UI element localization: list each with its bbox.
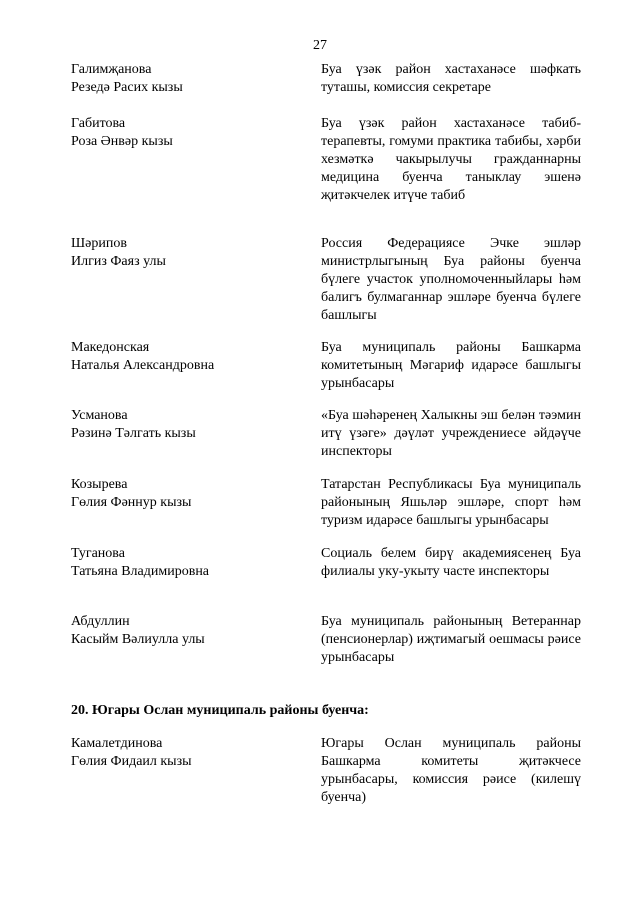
- section-heading: 20. Югары Ослан муниципаль районы буенча:: [71, 703, 369, 718]
- member-name: [71, 476, 301, 512]
- member-surname: Абдуллин: [71, 614, 130, 629]
- member-surname: Туганова: [71, 546, 125, 561]
- member-given-name: Резедә Расих кызы: [71, 80, 183, 95]
- member-position: Россия Федерациясе Эчке эшләр министрлыгының Буа районы буенча бүлеге участок уполномоченныйлары һәм балигъ булмаганнар эшләре буенча бүлеге башлыгы: [321, 236, 581, 323]
- member-position: Татарстан Республикасы Буа муниципаль районының Яшьләр эшләре, спорт һәм туризм идарәсе башлыгы урынбасары: [321, 477, 581, 528]
- member-surname: Македонская: [71, 340, 150, 355]
- member-name: [71, 735, 301, 771]
- member-surname: Галимҗанова: [71, 62, 152, 77]
- member-name: [71, 339, 301, 375]
- member-given-name: Илгиз Фаяз улы: [71, 254, 166, 269]
- member-surname: Шәрипов: [71, 236, 127, 251]
- member-surname: Козырева: [71, 477, 128, 492]
- member-given-name: Татьяна Владимировна: [71, 564, 210, 579]
- member-surname: Габитова: [71, 116, 126, 131]
- member-name: [71, 115, 301, 151]
- member-position: Югары Ослан муниципаль районы Башкарма комитеты җитәкчесе урынбасары, комиссия рәисе (килешү буенча): [321, 736, 581, 805]
- member-name: [71, 61, 301, 97]
- page-number: 27: [313, 38, 327, 53]
- member-surname: Усманова: [71, 408, 128, 423]
- member-given-name: Гөлия Фәннур кызы: [71, 495, 192, 510]
- member-given-name: Касыйм Вәлиулла улы: [71, 632, 205, 647]
- member-position: Буа үзәк район хастаханәсе табиб-терапевты, гомуми практика табибы, хәрби хезмәткә чакырылучы гражданнарны медицина буенча таныклау эшенә җитәкчелек итүче табиб: [321, 116, 581, 203]
- member-name: [71, 613, 301, 649]
- member-surname: Камалетдинова: [71, 736, 163, 751]
- member-position: «Буа шәһәренең Халыкны эш белән тәэмин итү үзәге» дәүләт учреждениесе әйдәүче инспекторы: [321, 408, 581, 459]
- member-position: Буа муниципаль районы Башкарма комитетының Мәгариф идарәсе башлыгы урынбасары: [321, 340, 581, 391]
- member-name: [71, 235, 301, 271]
- member-position: Буа муниципаль районының Ветераннар (пенсионерлар) иҗтимагый оешмасы рәисе урынбасары: [321, 614, 581, 665]
- member-given-name: Наталья Александровна: [71, 358, 215, 373]
- member-name: [71, 545, 301, 581]
- member-given-name: Гөлия Фидаил кызы: [71, 754, 192, 769]
- member-name: [71, 407, 301, 443]
- member-position: Социаль белем бирү академиясенең Буа филиалы уку-укыту часте инспекторы: [321, 546, 581, 579]
- member-position: Буа үзәк район хастаханәсе шәфкать туташы, комиссия секретаре: [321, 62, 581, 95]
- member-given-name: Роза Әнвәр кызы: [71, 134, 173, 149]
- member-given-name: Рәзинә Тәлгать кызы: [71, 426, 196, 441]
